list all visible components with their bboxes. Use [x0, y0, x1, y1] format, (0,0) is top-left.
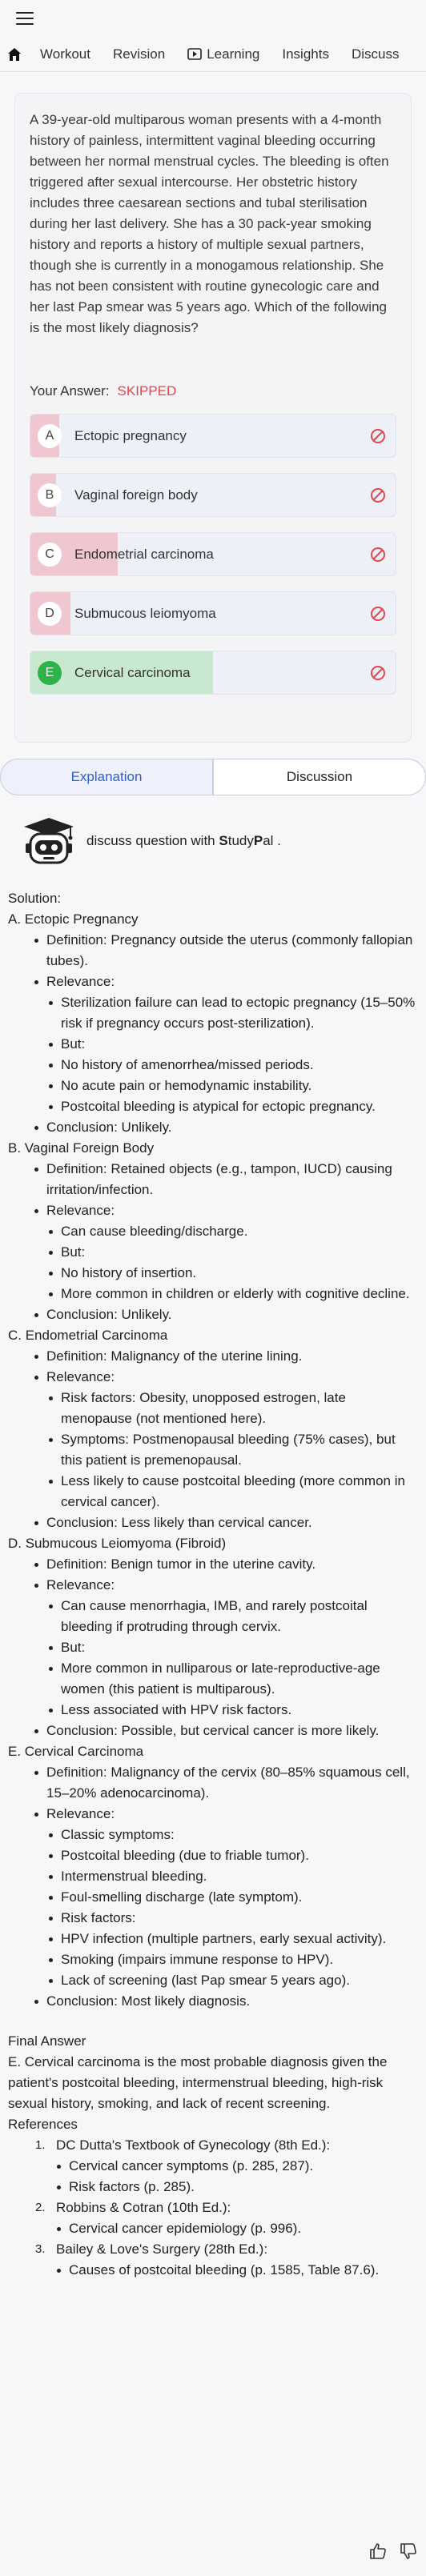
list-item-text: Relevance:: [46, 1369, 115, 1384]
option-text: Submucous leiomyoma: [74, 605, 216, 621]
list-item: Less likely to cause postcoital bleeding (more common in cervical cancer).: [61, 1471, 416, 1512]
ban-icon: [370, 606, 386, 622]
section-title: A. Ectopic Pregnancy: [8, 911, 139, 927]
ban-icon: [370, 547, 386, 563]
play-icon: [187, 48, 202, 60]
section-list: [8, 1159, 416, 1325]
studypal-text: [86, 833, 281, 849]
tab-revision[interactable]: [102, 46, 176, 62]
list-item: Risk factors: Obesity, unopposed estrogen, late menopause (not mentioned here).: [61, 1388, 416, 1429]
list-item: Risk factors (p. 285).: [69, 2177, 416, 2197]
list-item: Conclusion: Possible, but cervical cancer is more likely.: [46, 1721, 416, 1741]
list-item: Smoking (impairs immune response to HPV).: [61, 1949, 416, 1970]
option-d[interactable]: [30, 591, 396, 635]
ban-icon: [370, 428, 386, 444]
reference-number: 2.: [35, 2201, 46, 2214]
studypal-brand-al: al: [263, 833, 274, 848]
thumbs-up-icon[interactable]: [368, 2542, 388, 2561]
reference-item: [27, 2135, 416, 2197]
section-list: [8, 1762, 416, 2012]
list-item: Cervical cancer symptoms (p. 285, 287).: [69, 2156, 416, 2177]
home-icon: [7, 47, 22, 62]
thumbs-down-icon[interactable]: [399, 2542, 418, 2561]
ban-icon: [370, 665, 386, 681]
option-text: Vaginal foreign body: [74, 487, 198, 503]
list-item: Conclusion: Unlikely.: [46, 1304, 416, 1325]
list-item: Definition: Malignancy of the uterine lining.: [46, 1346, 416, 1367]
tab-label: Discuss: [351, 46, 400, 62]
option-e[interactable]: [30, 651, 396, 695]
list-item: Conclusion: Most likely diagnosis.: [46, 1991, 416, 2012]
sub-list: [46, 1825, 416, 1991]
list-item: Can cause bleeding/discharge.: [61, 1221, 416, 1242]
option-a[interactable]: [30, 414, 396, 458]
option-letter: A: [38, 424, 62, 448]
section-list: [8, 930, 416, 1138]
references-heading: References: [8, 2117, 78, 2132]
reference-sublist: [56, 2260, 416, 2281]
list-item: HPV infection (multiple partners, early sexual activity).: [61, 1929, 416, 1949]
list-item: Symptoms: Postmenopausal bleeding (75% cases), but this patient is premenopausal.: [61, 1429, 416, 1471]
tab-label: Workout: [40, 46, 90, 62]
robot-graduate-icon: [21, 816, 77, 866]
sub-list: [46, 1221, 416, 1304]
list-item: Lack of screening (last Pap smear 5 years ago).: [61, 1970, 416, 1991]
ban-icon: [370, 487, 386, 503]
tab-label: Learning: [207, 46, 260, 62]
final-text: E. Cervical carcinoma is the most probable diagnosis given the patient's postcoital bleeding, intermenstrual bleeding, high-risk sexual history, smoking, and lack of recent screening.: [8, 2054, 388, 2111]
list-item: [46, 1804, 416, 1991]
option-letter: B: [38, 483, 62, 507]
list-item: Definition: Pregnancy outside the uterus (commonly fallopian tubes).: [46, 930, 416, 972]
studypal-brand-s: S: [219, 833, 228, 848]
list-item-text: Relevance:: [46, 1203, 115, 1218]
menu-icon[interactable]: [16, 12, 34, 25]
studypal-link[interactable]: [21, 813, 426, 869]
option-c[interactable]: [30, 532, 396, 576]
section-title: E. Cervical Carcinoma: [8, 1744, 144, 1759]
studypal-suffix: .: [273, 833, 281, 848]
section-title: D. Submucous Leiomyoma (Fibroid): [8, 1536, 227, 1551]
reference-number: 3.: [35, 2242, 46, 2256]
sub-list: [46, 1388, 416, 1512]
list-item: No history of insertion.: [61, 1263, 416, 1284]
option-text: Cervical carcinoma: [74, 664, 191, 680]
tab-explanation[interactable]: Explanation: [0, 759, 213, 795]
list-item: But:: [61, 1242, 416, 1263]
list-item: No acute pain or hemodynamic instability.: [61, 1076, 416, 1096]
solution-heading: Solution:: [8, 891, 62, 906]
list-item: Definition: Benign tumor in the uterine cavity.: [46, 1554, 416, 1575]
reference-sublist: [56, 2218, 416, 2239]
final-answer: [8, 2031, 416, 2281]
list-item: Definition: Malignancy of the cervix (80–85% squamous cell, 15–20% adenocarcinoma).: [46, 1762, 416, 1804]
list-item: Sterilization failure can lead to ectopic pregnancy (15–50% risk if pregnancy occurs post-sterilization).: [61, 992, 416, 1034]
list-item: [46, 972, 416, 1117]
studypal-prefix: discuss question with: [86, 833, 219, 848]
tab-discussion[interactable]: Discussion: [213, 759, 426, 795]
list-item: [46, 1575, 416, 1721]
list-item: Foul-smelling discharge (late symptom).: [61, 1887, 416, 1908]
studypal-brand-p: P: [253, 833, 263, 848]
option-text: Endometrial carcinoma: [74, 546, 214, 562]
tab-discuss[interactable]: [340, 46, 411, 62]
final-heading: Final Answer: [8, 2033, 86, 2049]
sub-list: [46, 992, 416, 1117]
question-card: [14, 93, 412, 743]
answer-label: Your Answer:: [30, 383, 110, 399]
question-text: A 39-year-old multiparous woman presents with a 4-month history of painless, intermittent vaginal bleeding occurring between her normal menstrual cycles. The bleeding is often triggered after sexual intercourse. Her obstetric history includes three caesarean sections and tubal sterilisation during her last delivery. She has a 30 pack-year smoking history and reports a history of multiple sexual partners, though she is currently in a monogamous relationship. She has not been consistent with routine gynecologic care and her last Pap smear was 5 years ago. Which of the following is the most likely diagnosis?: [30, 112, 389, 335]
list-item: But:: [61, 1034, 416, 1055]
reference-number: 1.: [35, 2138, 46, 2152]
top-bar: [0, 0, 426, 37]
explanation-discussion-toggle: [0, 759, 426, 795]
list-item: Conclusion: Less likely than cervical cancer.: [46, 1512, 416, 1533]
reference-sublist: [56, 2156, 416, 2197]
list-item: No history of amenorrhea/missed periods.: [61, 1055, 416, 1076]
list-item: Classic symptoms:: [61, 1825, 416, 1845]
list-item: More common in nulliparous or late-reproductive-age women (this patient is multiparous).: [61, 1658, 416, 1700]
studypal-brand-tudy: tudy: [227, 833, 254, 848]
tab-label: Insights: [282, 46, 329, 62]
tab-insights[interactable]: [271, 46, 340, 62]
nav-tabs: [0, 37, 426, 72]
tab-home[interactable]: [0, 47, 29, 62]
references: [8, 2114, 416, 2281]
reference-title: Robbins & Cotran (10th Ed.):: [56, 2200, 231, 2215]
list-item: Postcoital bleeding (due to friable tumor).: [61, 1845, 416, 1866]
section-list: [8, 1554, 416, 1741]
tab-learning[interactable]: [176, 46, 271, 62]
list-item-text: Relevance:: [46, 1577, 115, 1592]
reference-title: Bailey & Love's Surgery (28th Ed.):: [56, 2241, 268, 2257]
list-item: Risk factors:: [61, 1908, 416, 1929]
option-letter: C: [38, 543, 62, 567]
list-item: [46, 1200, 416, 1304]
options-list: [30, 414, 396, 695]
tab-workout[interactable]: [29, 46, 102, 62]
reference-title: DC Dutta's Textbook of Gynecology (8th Ed.):: [56, 2137, 331, 2153]
feedback-actions: [368, 2542, 418, 2561]
answer-status: SKIPPED: [117, 383, 177, 399]
solution: [8, 888, 416, 2012]
option-b[interactable]: [30, 473, 396, 517]
section-list: [8, 1346, 416, 1533]
list-item: Intermenstrual bleeding.: [61, 1866, 416, 1887]
section-title: C. Endometrial Carcinoma: [8, 1328, 168, 1343]
list-item: But:: [61, 1637, 416, 1658]
list-item-text: Relevance:: [46, 974, 115, 989]
list-item-text: Relevance:: [46, 1806, 115, 1821]
list-item: [46, 1367, 416, 1512]
tab-label: Revision: [113, 46, 166, 62]
sub-list: [46, 1596, 416, 1721]
section-title: B. Vaginal Foreign Body: [8, 1140, 155, 1156]
list-item: Postcoital bleeding is atypical for ectopic pregnancy.: [61, 1096, 416, 1117]
list-item: Can cause menorrhagia, IMB, and rarely postcoital bleeding if protruding through cervix.: [61, 1596, 416, 1637]
list-item: Causes of postcoital bleeding (p. 1585, Table 87.6).: [69, 2260, 416, 2281]
reference-item: [27, 2239, 416, 2281]
option-text: Ectopic pregnancy: [74, 427, 187, 443]
list-item: Less associated with HPV risk factors.: [61, 1700, 416, 1721]
option-letter: D: [38, 602, 62, 626]
reference-item: [27, 2197, 416, 2239]
list-item: Conclusion: Unlikely.: [46, 1117, 416, 1138]
list-item: More common in children or elderly with cognitive decline.: [61, 1284, 416, 1304]
list-item: Definition: Retained objects (e.g., tampon, IUCD) causing irritation/infection.: [46, 1159, 416, 1200]
list-item: Cervical cancer epidemiology (p. 996).: [69, 2218, 416, 2239]
references-list: [8, 2135, 416, 2281]
your-answer: [30, 383, 396, 399]
option-letter: E: [38, 661, 62, 685]
